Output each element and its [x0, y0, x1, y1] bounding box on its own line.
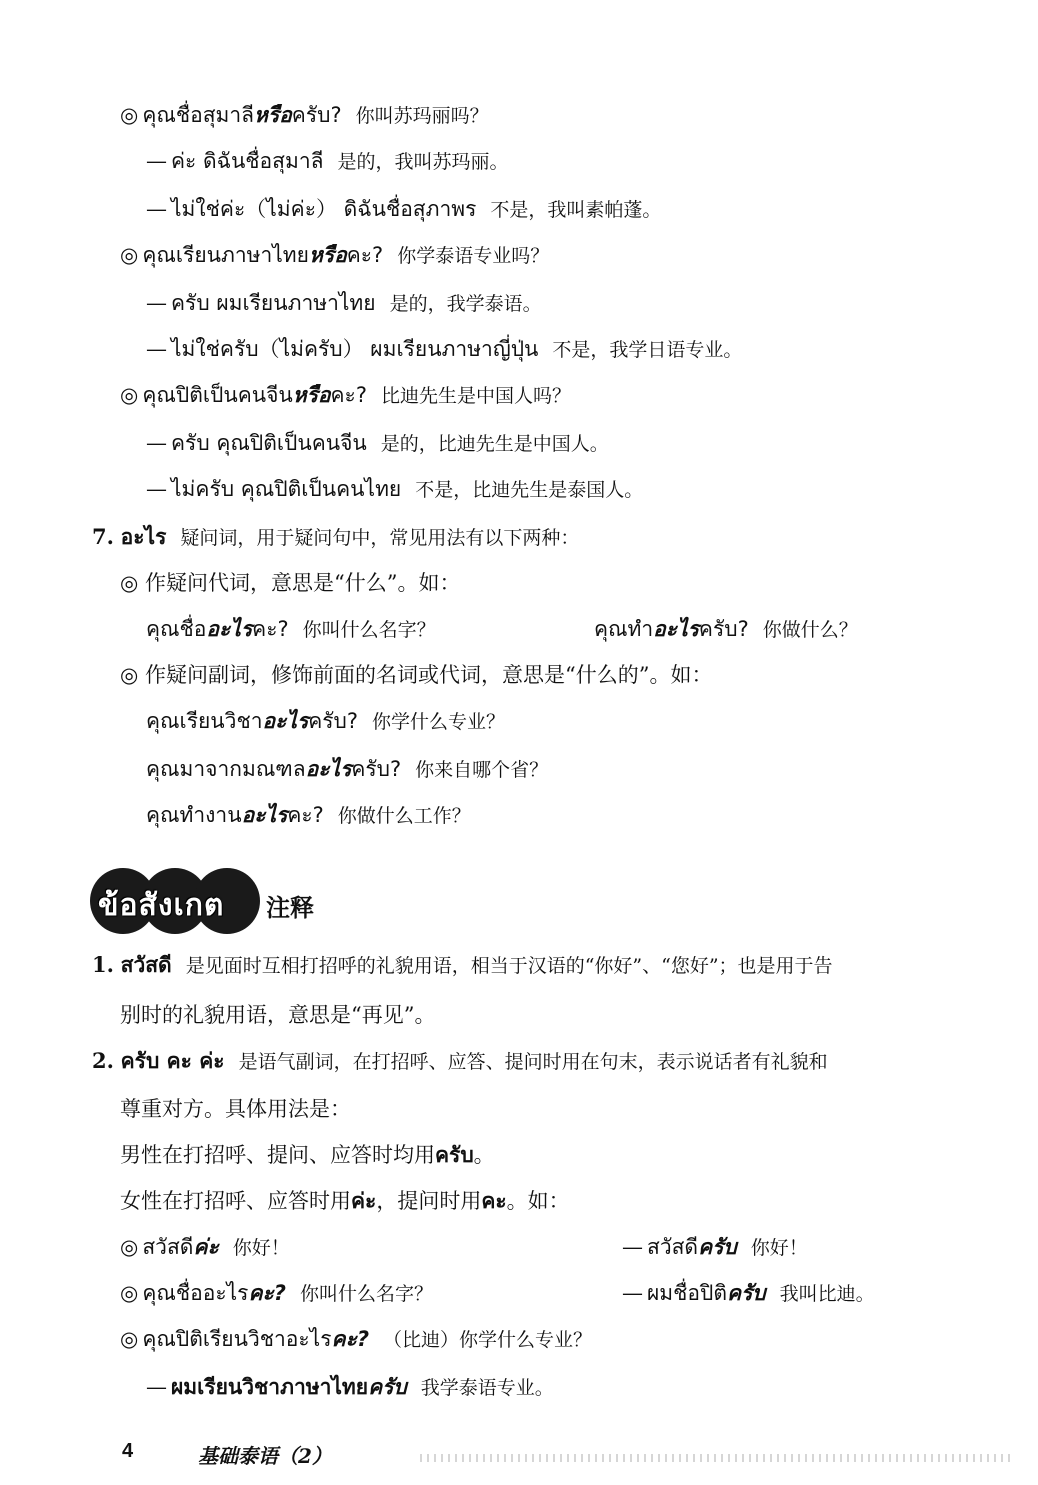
usage-2-example: [146, 706, 505, 737]
thai-text: ครับ?: [308, 709, 359, 733]
note-number: 2.: [92, 1048, 114, 1073]
note-female-usage: [120, 1186, 570, 1216]
note-male-usage: [120, 1140, 495, 1170]
chinese-translation: 是的，比迪先生是中国人。: [380, 433, 609, 455]
dash-mark: —: [622, 1235, 643, 1259]
thai-keyword: ครับ คะ ค่ะ: [120, 1049, 225, 1073]
note-example-1-right: [622, 1232, 808, 1263]
thai-keyword: ค่ะ: [351, 1189, 377, 1213]
chinese-explanation: 疑问词，用于疑问句中，常见用法有以下两种：: [180, 527, 580, 549]
note-2-line-2: 尊重对方。具体用法是：: [120, 1097, 351, 1121]
thai-keyword: อะไร: [120, 525, 167, 549]
chinese-translation: 你好！: [750, 1237, 808, 1259]
chinese-text: ，提问时用: [376, 1189, 482, 1213]
thai-text: คะ?: [252, 617, 289, 641]
thai-keyword: อะไร: [653, 617, 699, 641]
example-answer: [146, 428, 609, 459]
footer-decoration: [420, 1454, 1010, 1462]
chinese-translation: 你做什么工作？: [337, 805, 471, 827]
example-question-2: [120, 240, 549, 271]
example-answer: [146, 474, 643, 505]
chinese-translation: 是的，我学泰语。: [389, 293, 542, 315]
thai-keyword: อะไร: [305, 757, 352, 781]
thai-keyword: หรือ: [254, 103, 292, 127]
chinese-translation: 你好！: [232, 1237, 290, 1259]
banner-thai-title: ข้อสังเกต: [98, 888, 225, 923]
dash-mark: —: [146, 291, 167, 315]
example-answer: [146, 288, 542, 319]
note-2-line-1: [92, 1046, 828, 1077]
bullet-mark: ◎: [120, 1235, 139, 1259]
note-example-3: [120, 1324, 592, 1355]
example-answer: [146, 334, 742, 365]
thai-text: คุณเรียนวิชา: [146, 709, 263, 733]
thai-text: คะ?: [346, 243, 384, 267]
note-example-2-left: [120, 1278, 433, 1309]
note-1-line-1: [92, 950, 833, 981]
thai-text: คะ?: [330, 383, 367, 407]
bullet-mark: ◎: [120, 103, 139, 127]
thai-text: ผมชื่อปิติ: [647, 1281, 727, 1305]
thai-keyword: หรือ: [308, 243, 347, 267]
usage-2-example: [146, 800, 471, 831]
punctuation: 。: [473, 1143, 495, 1167]
chinese-translation: 不是，我学日语专业。: [552, 339, 743, 361]
note-number: 1.: [92, 952, 114, 977]
thai-text: ไม่ใช่ค่ะ（ไม่ค่ะ） ดิฉันชื่อสุภาพร: [171, 197, 477, 221]
thai-text: คุณปิติเรียนวิชาอะไร: [142, 1327, 332, 1351]
chinese-explanation: 是语气副词，在打招呼、应答、提问时用在句末，表示说话者有礼貌和: [238, 1051, 828, 1073]
page-footer: [0, 1440, 1038, 1480]
page-number: 4: [122, 1440, 134, 1462]
note-example-2-right: [622, 1278, 875, 1309]
example-question-1: [120, 100, 489, 131]
chinese-translation: 比迪先生是中国人吗？: [380, 385, 571, 407]
section-number: 7.: [92, 524, 114, 549]
chinese-explanation: 是见面时互相打招呼的礼貌用语，相当于汉语的“你好”、“您好”；也是用于告: [185, 955, 833, 977]
thai-keyword: คะ: [481, 1189, 507, 1213]
thai-keyword: ครับ: [435, 1143, 474, 1167]
thai-keyword: อะไร: [206, 617, 253, 641]
thai-keyword: อะไร: [241, 803, 288, 827]
chinese-translation: 你做什么？: [762, 619, 858, 641]
thai-text: คุณทำ: [594, 617, 654, 641]
thai-text: ครับ?: [291, 103, 342, 127]
dash-mark: —: [146, 149, 167, 173]
thai-text: สวัสดี: [647, 1235, 699, 1259]
note-example-4: [146, 1372, 554, 1403]
chinese-translation: 你来自哪个省？: [415, 759, 549, 781]
usage-1-text: ◎ 作疑问代词，意思是“什么”。如：: [120, 571, 461, 595]
chinese-translation: 你叫什么名字？: [302, 619, 436, 641]
example-question-3: [120, 380, 571, 411]
thai-keyword: ครับ: [726, 1281, 766, 1305]
thai-text: คุณมาจากมณฑล: [146, 757, 306, 781]
thai-text: ครับ คุณปิติเป็นคนจีน: [171, 431, 367, 455]
example-answer: [146, 146, 509, 177]
thai-text: ผมเรียนวิชาภาษาไทย: [171, 1375, 369, 1399]
thai-keyword: หรือ: [292, 383, 331, 407]
chinese-translation: 你学泰语专业吗？: [397, 245, 550, 267]
thai-text: ไม่ครับ คุณปิติเป็นคนไทย: [171, 477, 402, 501]
thai-text: ค่ะ ดิฉันชื่อสุมาลี: [171, 149, 324, 173]
thai-keyword: อะไร: [262, 709, 309, 733]
dash-mark: —: [146, 431, 167, 455]
chinese-translation: 我叫比迪。: [779, 1283, 875, 1305]
bullet-mark: ◎: [120, 243, 139, 267]
thai-keyword: คะ?: [331, 1327, 370, 1351]
thai-keyword: ค่ะ: [193, 1235, 219, 1259]
chinese-translation: （比迪）你学什么专业？: [383, 1329, 593, 1351]
chinese-translation: 你学什么专业？: [372, 711, 506, 733]
note-1-line-2: 别时的礼貌用语，意思是“再见”。: [120, 1003, 436, 1027]
note-example-1-left: [120, 1232, 290, 1263]
chinese-translation: 是的，我叫苏玛丽。: [337, 151, 509, 173]
bullet-mark: ◎: [120, 1281, 139, 1305]
chinese-translation: 不是，我叫素帕蓬。: [490, 199, 662, 221]
dash-mark: —: [146, 197, 167, 221]
thai-text: คุณเรียนภาษาไทย: [142, 243, 309, 267]
thai-keyword: ครับ: [368, 1375, 407, 1399]
chinese-translation: 不是，比迪先生是泰国人。: [415, 479, 644, 501]
notes-banner: [90, 862, 330, 942]
thai-text: สวัสดี: [142, 1235, 194, 1259]
thai-text: ครับ?: [698, 617, 749, 641]
book-title: 基础泰语（2）: [198, 1444, 332, 1468]
chinese-translation: 你叫苏玛丽吗？: [355, 105, 489, 127]
bullet-mark: ◎: [120, 1327, 139, 1351]
dash-mark: —: [146, 337, 167, 361]
chinese-text: 男性在打招呼、提问、应答时均用: [120, 1143, 435, 1167]
thai-text: คุณชื่อ: [146, 617, 207, 641]
thai-text: คุณชื่ออะไร: [142, 1281, 249, 1305]
section-7-heading: [92, 522, 579, 553]
chinese-text: 女性在打招呼、应答时用: [120, 1189, 351, 1213]
dash-mark: —: [622, 1281, 643, 1305]
chinese-text: 。如：: [506, 1189, 570, 1213]
thai-keyword: คะ?: [248, 1281, 286, 1305]
example-answer: [146, 194, 661, 225]
banner-chinese-title: 注释: [266, 893, 314, 922]
thai-text: คะ?: [287, 803, 324, 827]
thai-text: ครับ?: [351, 757, 402, 781]
chinese-translation: 你叫什么名字？: [299, 1283, 433, 1305]
thai-text: คุณชื่อสุมาลี: [142, 103, 255, 127]
bullet-mark: ◎: [120, 383, 139, 407]
thai-keyword: สวัสดี: [120, 953, 172, 977]
thai-text: ครับ ผมเรียนภาษาไทย: [171, 291, 376, 315]
dash-mark: —: [146, 477, 167, 501]
thai-keyword: ครับ: [698, 1235, 737, 1259]
thai-text: คุณทำงาน: [146, 803, 242, 827]
usage-2-text: ◎ 作疑问副词，修饰前面的名词或代词，意思是“什么的”。如：: [120, 663, 713, 687]
usage-2-example: [146, 754, 548, 785]
thai-text: ไม่ใช่ครับ（ไม่ครับ） ผมเรียนภาษาญี่ปุ่น: [171, 337, 539, 361]
usage-1-example-a: [146, 614, 436, 645]
thai-text: คุณปิติเป็นคนจีน: [142, 383, 293, 407]
chinese-translation: 我学泰语专业。: [420, 1377, 554, 1399]
dash-mark: —: [146, 1375, 167, 1399]
usage-1-example-b: [594, 614, 858, 645]
